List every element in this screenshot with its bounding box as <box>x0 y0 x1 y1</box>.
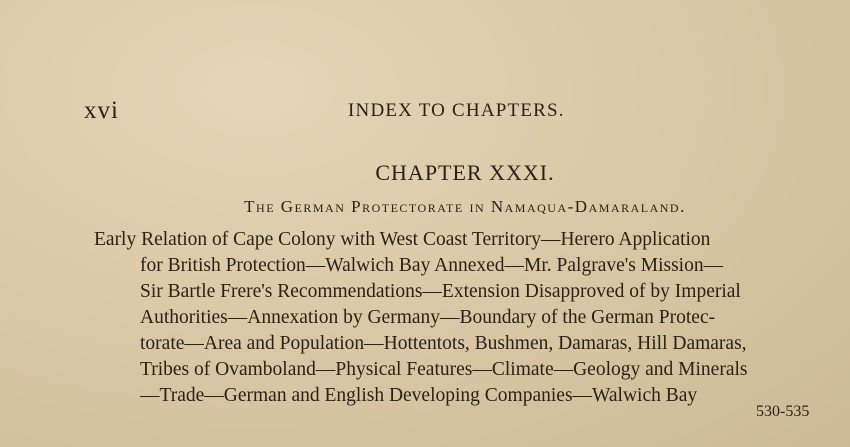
page-range: 530-535 <box>756 403 810 420</box>
running-head <box>0 97 850 125</box>
summary-line: Tribes of Ovamboland—Physical Features—Climate—Geology and Minerals <box>140 359 748 380</box>
chapter-number: CHAPTER XXXI. <box>375 160 555 185</box>
summary-line: Early Relation of Cape Colony with West Coast Territory—Herero Application <box>94 229 711 250</box>
running-head-title: INDEX TO CHAPTERS. <box>348 100 565 121</box>
summary-line: for British Protection—Walwich Bay Annexed—Mr. Palgrave's Mission— <box>140 255 724 276</box>
summary-line: Authorities—Annexation by Germany—Boundary of the German Protec- <box>140 307 716 328</box>
summary-line: torate—Area and Population—Hottentots, Bushmen, Damaras, Hill Damaras, <box>140 333 747 354</box>
summary-line: Sir Bartle Frere's Recommendations—Extension Disapproved of by Imperial <box>140 281 741 302</box>
page-number: xvi <box>84 97 119 124</box>
chapter-title: The German Protectorate in Namaqua-Damaraland. <box>244 197 686 216</box>
summary-line: —Trade—German and English Developing Companies—Walwich Bay <box>140 385 698 406</box>
